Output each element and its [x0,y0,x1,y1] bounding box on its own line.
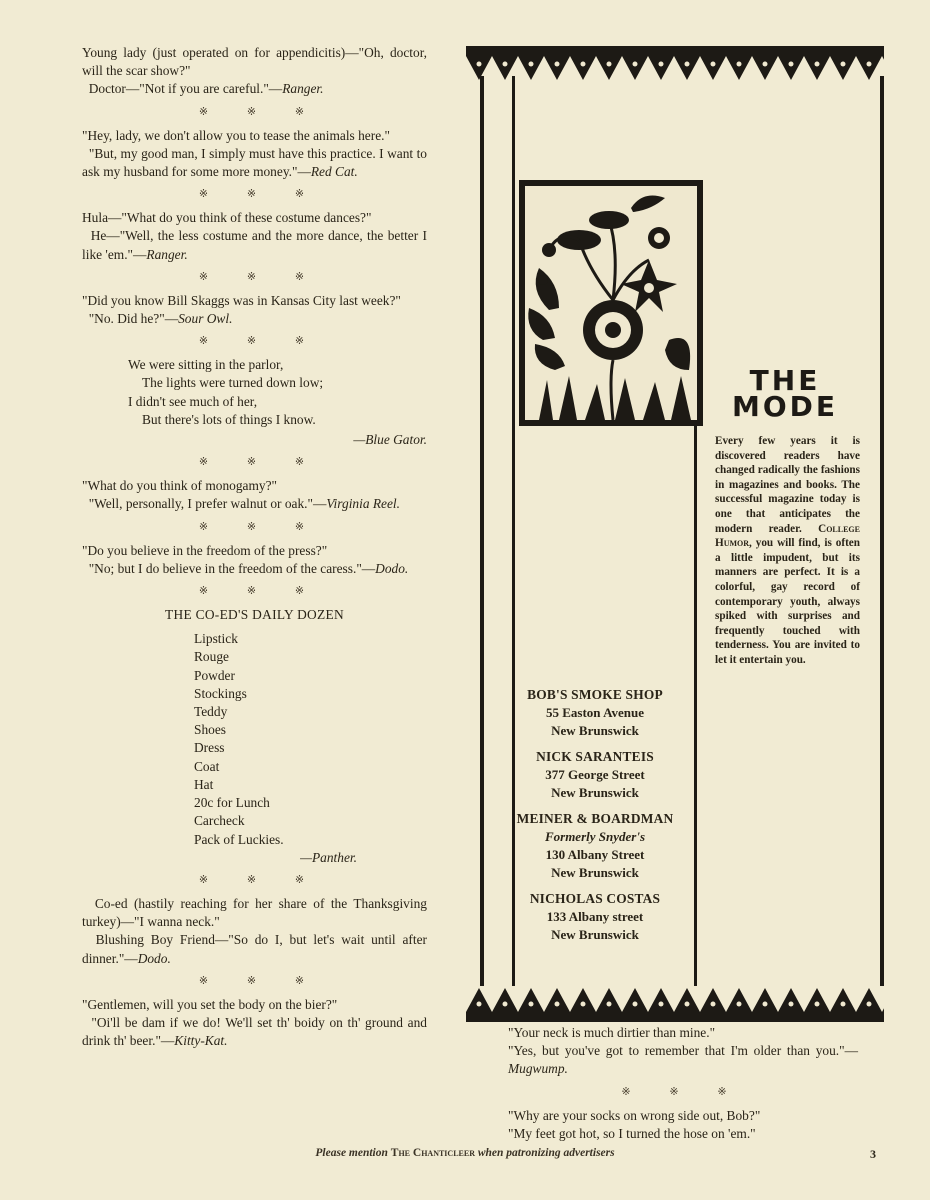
dozen-item: Rouge [194,649,229,665]
store-name: NICK SARANTEIS [536,749,654,764]
border-dot [763,1002,768,1007]
border-motif [466,56,492,80]
page-footer: Please mention The Chanticleer when patronizing advertisers [315,1147,615,1159]
joke-8 [82,996,427,1051]
border-motif [726,988,752,1012]
dozen-item: Stockings [194,685,247,701]
border-dot [607,62,612,67]
jokes-column [82,44,427,1050]
border-dot [529,1002,534,1007]
border-motif [752,56,778,80]
ornament-divider: ※ ※ ※ [198,974,323,987]
joke-line: Blushing Boy Friend—"So do I, but let's wait until after dinner."—Dodo. [82,932,427,966]
border-dot [659,62,664,67]
joke-1 [82,44,427,99]
border-dot [789,1002,794,1007]
border-dot [555,1002,560,1007]
jokes-column-right [508,1024,858,1143]
joke-line: "But, my good man, I simply must have this practice. I want to ask my husband for some more money."—Red Cat. [82,145,427,180]
border-motif [518,56,544,80]
store-address: 133 Albany street [546,909,644,924]
ornament-divider: ※ ※ ※ [198,873,323,886]
border-dot [685,1002,690,1007]
border-motif [700,56,726,80]
joke-line: "Hey, lady, we don't allow you to tease the animals here." [82,127,390,143]
dozen-item: Lipstick [194,631,238,647]
joke-source: Mugwump. [508,1061,568,1077]
border-dot [789,62,794,67]
poem-line: The lights were turned down low; [142,375,324,391]
border-motif [700,988,726,1012]
border-dot [555,62,560,67]
joke-line: "Yes, but you've got to remember that I'm older than you."—Mugwump. [508,1043,858,1077]
store-entry [490,890,700,944]
border-motif [622,56,648,80]
border-motif [596,988,622,1012]
dozen-item: Pack of Luckies. [194,831,284,847]
border-dot [763,62,768,67]
joke-line: "No; but I do believe in the freedom of the caress."—Dodo. [88,560,409,576]
border-motif [752,988,778,1012]
dozen-title: THE CO-ED'S DAILY DOZEN [165,607,344,623]
joke-line: "What do you think of monogamy?" [82,478,278,494]
border-dot [607,1002,612,1007]
store-address: 377 George Street [545,767,645,782]
joke-source: Dodo. [137,950,171,966]
border-dot [659,1002,664,1007]
joke-2 [82,127,427,182]
dozen-item: Hat [194,776,214,792]
joke-7 [82,895,427,968]
store-list [490,686,700,952]
store-address: 130 Albany Street [545,847,645,862]
border-dot [477,1002,482,1007]
store-name: NICHOLAS COSTAS [529,891,661,906]
border-motif [882,988,884,1012]
border-motif [570,56,596,80]
ad-copy: Every few years it is discovered readers have changed radically the fashions in magazines and books. The successful magazine today is one that anticipates the modern reader. College Humor, you will find, is often a little impudent, but its manners are perfect. It is a colorful, gay record of contemporary youth, always spiked with surprises and frequently touched with tenderness. You are invited to let it entertain you. [715,435,860,666]
border-motif [726,56,752,80]
border-dot [633,62,638,67]
joke-source: Ranger. [282,81,324,97]
store-city: New Brunswick [551,865,639,880]
border-dot [815,1002,820,1007]
poem-source: —Blue Gator. [353,432,427,448]
border-motif [492,988,518,1012]
border-motif [804,988,830,1012]
border-dot [815,62,820,67]
ornamental-border-top [466,46,884,86]
joke-source: Red Cat. [310,164,358,180]
border-motif [778,988,804,1012]
border-motif [544,56,570,80]
ad-title: THE MODE [731,364,839,423]
border-motif [648,988,674,1012]
ornament-divider: ※ ※ ※ [198,188,323,201]
joke-line: Co-ed (hastily reaching for her share of the Thanksgiving turkey)—"I wanna neck." [82,895,427,930]
joke-source: Virginia Reel. [326,496,401,512]
border-dot [503,1002,508,1007]
border-dot [867,1002,872,1007]
border-motif [674,56,700,80]
border-dot [711,62,716,67]
ornament-divider: ※ ※ ※ [621,1085,745,1098]
joke-4 [82,292,427,328]
joke-line: "Oi'll be dam if we do! We'll set th' boidy on th' ground and drink th' beer."—Kitty-Kat. [82,1014,427,1049]
border-motif [622,988,648,1012]
ornament-divider: ※ ※ ※ [198,335,323,348]
store-city: New Brunswick [551,927,639,942]
joke-source: Sour Owl. [178,311,233,327]
dozen-item: Shoes [194,722,226,738]
joke-right-1 [508,1024,858,1079]
joke-source: Dodo. [375,560,409,576]
border-motif [544,988,570,1012]
border-dot [529,62,534,67]
ornament-divider: ※ ※ ※ [198,585,323,598]
ornament-divider: ※ ※ ※ [198,105,323,118]
poem-line: I didn't see much of her, [128,393,258,409]
border-motif [804,56,830,80]
border-motif [830,56,856,80]
dozen-item: Powder [194,667,235,683]
frame-line [880,76,884,986]
joke-right-2 [508,1107,858,1143]
dozen-source: —Panther. [300,849,357,865]
dozen-item: Carcheck [194,813,245,829]
store-entry [490,686,700,740]
store-entry [490,748,700,802]
border-dot [737,62,742,67]
joke-line: "Do you believe in the freedom of the press?" [82,542,328,558]
floral-woodcut-illustration [519,180,703,426]
dozen-item: Coat [194,758,220,774]
joke-3 [82,209,427,264]
border-dot [633,1002,638,1007]
dozen-list [194,630,427,848]
border-motif [596,56,622,80]
dozen-item: Teddy [194,704,228,720]
the-mode-advertisement [466,46,884,1012]
joke-line: He—"Well, the less costume and the more dance, the better I like 'em."—Ranger. [82,228,427,262]
store-city: New Brunswick [551,723,639,738]
border-dot [581,62,586,67]
dozen-item: Dress [194,740,225,756]
joke-line: Young lady (just operated on for appendicitis)—"Oh, doctor, will the scar show?" [82,45,427,79]
store-name: MEINER & BOARDMAN [516,811,674,826]
publication-name: The Chanticleer [390,1147,475,1159]
border-dot [841,1002,846,1007]
border-motif [674,988,700,1012]
ornamental-border-bottom [466,982,884,1022]
store-address: 55 Easton Avenue [546,705,644,720]
border-dot [737,1002,742,1007]
border-motif [648,56,674,80]
joke-line: "No. Did he?"—Sour Owl. [88,311,233,327]
poem-line: But there's lots of things I know. [142,411,316,427]
border-dot [685,62,690,67]
store-note: Formerly Snyder's [544,829,646,844]
joke-6 [82,542,427,578]
magazine-name: College Humor [715,522,860,550]
page-number: 3 [870,1147,876,1161]
border-dot [477,62,482,67]
border-motif [778,56,804,80]
poem-line: We were sitting in the parlor, [128,357,284,373]
joke-line: "Your neck is much dirtier than mine." [508,1025,716,1040]
border-motif [830,988,856,1012]
border-motif [856,56,882,80]
border-motif [466,988,492,1012]
joke-source: Kitty-Kat. [174,1033,228,1049]
joke-line: "Did you know Bill Skaggs was in Kansas City last week?" [82,292,401,308]
frame-line [480,76,484,986]
ornament-divider: ※ ※ ※ [198,456,323,469]
store-city: New Brunswick [551,785,639,800]
poem [128,356,427,449]
border-dot [503,62,508,67]
ornament-divider: ※ ※ ※ [198,520,323,533]
ornament-divider: ※ ※ ※ [198,270,323,283]
border-motif [518,988,544,1012]
dozen-item: 20c for Lunch [194,795,270,811]
joke-5 [82,477,427,513]
border-motif [856,988,882,1012]
border-dot [841,62,846,67]
joke-line: "My feet got hot, so I turned the hose on 'em." [508,1125,756,1141]
store-name: BOB'S SMOKE SHOP [527,687,663,702]
joke-source: Ranger. [146,246,188,262]
joke-line: "Well, personally, I prefer walnut or oak."—Virginia Reel. [88,496,401,512]
store-entry [490,810,700,882]
joke-line: "Why are your socks on wrong side out, Bob?" [508,1107,761,1123]
joke-line: Doctor—"Not if you are careful."—Ranger. [88,81,324,97]
joke-line: Hula—"What do you think of these costume dances?" [82,210,372,226]
border-dot [711,1002,716,1007]
border-motif [570,988,596,1012]
border-dot [867,62,872,67]
border-dot [581,1002,586,1007]
joke-line: "Gentlemen, will you set the body on the bier?" [82,996,338,1012]
